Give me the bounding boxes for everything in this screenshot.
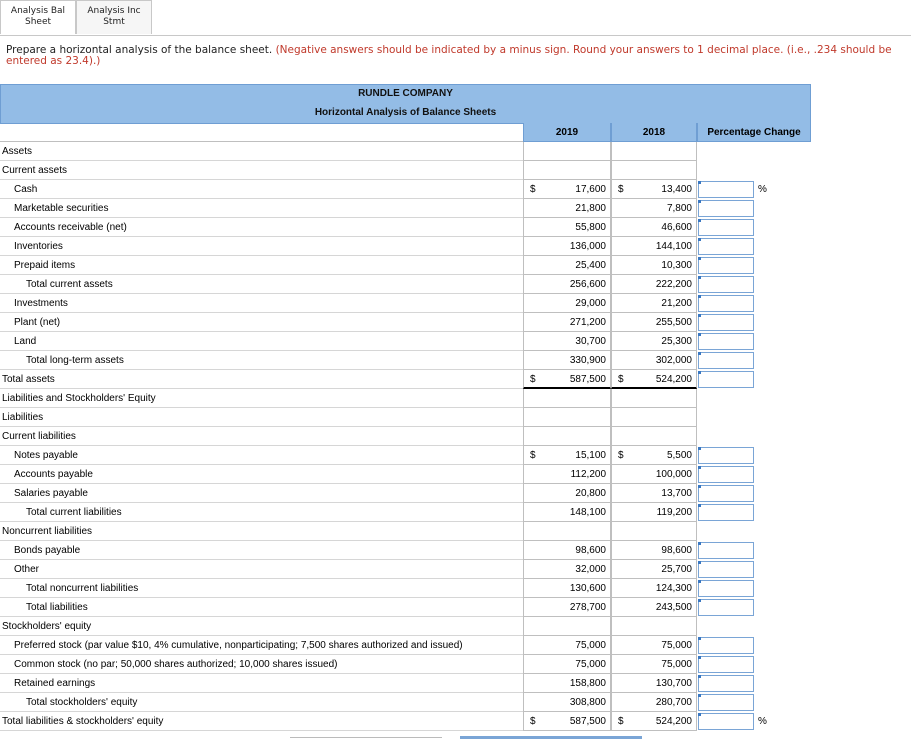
value-2019: 130,600 <box>569 583 606 594</box>
value-2019-cell <box>523 598 611 617</box>
table-row <box>0 294 811 313</box>
value-2018-cell <box>611 351 697 370</box>
value-2018-cell <box>611 389 697 408</box>
percentage-change-input[interactable] <box>698 181 754 198</box>
value-2018: 25,300 <box>661 336 692 347</box>
percentage-change-input[interactable] <box>698 713 754 730</box>
row-label: Retained earnings <box>14 678 96 689</box>
footer-divider <box>290 737 442 738</box>
percentage-change-input[interactable] <box>698 637 754 654</box>
dollar-sign: $ <box>530 716 536 727</box>
value-2019-cell <box>523 332 611 351</box>
value-2018-cell <box>611 199 697 218</box>
row-label: Total current assets <box>26 279 113 290</box>
value-2018-cell <box>611 465 697 484</box>
value-2019-cell <box>523 693 611 712</box>
value-2019-cell <box>523 294 611 313</box>
value-2018: 98,600 <box>661 545 692 556</box>
value-2019-cell <box>523 465 611 484</box>
value-2019-cell <box>523 408 611 427</box>
tab-analysis-inc-stmt[interactable] <box>76 0 152 34</box>
table-row <box>0 636 811 655</box>
table-row <box>0 389 811 408</box>
value-2019: 17,600 <box>575 184 606 195</box>
value-2018-cell <box>611 180 697 199</box>
table-row <box>0 693 811 712</box>
dollar-sign: $ <box>618 716 624 727</box>
value-2018: 144,100 <box>655 241 692 252</box>
value-2018: 75,000 <box>661 659 692 670</box>
table-row <box>0 351 811 370</box>
percentage-change-input[interactable] <box>698 580 754 597</box>
tab-label-line1: Analysis Bal <box>10 6 66 16</box>
header-2019: 2019 <box>523 123 611 142</box>
value-2018-cell <box>611 693 697 712</box>
value-2018-cell <box>611 427 697 446</box>
table-row <box>0 313 811 332</box>
row-label-cell <box>0 427 523 446</box>
value-2018: 524,200 <box>655 374 692 385</box>
value-2018-cell <box>611 522 697 541</box>
value-2019-cell <box>523 446 611 465</box>
value-2018-cell <box>611 655 697 674</box>
row-label-cell <box>0 636 523 655</box>
percentage-change-input[interactable] <box>698 694 754 711</box>
row-label-cell <box>0 218 523 237</box>
instruction-lead: Prepare a horizontal analysis of the balance sheet. <box>6 44 273 56</box>
tab-analysis-bal-sheet[interactable] <box>0 0 76 34</box>
value-2019: 587,500 <box>569 716 606 727</box>
value-2018: 524,200 <box>655 716 692 727</box>
row-label: Stockholders' equity <box>2 621 92 632</box>
value-2019: 20,800 <box>575 488 606 499</box>
value-2019-cell <box>523 712 611 731</box>
value-2019: 55,800 <box>575 222 606 233</box>
value-2019-cell <box>523 313 611 332</box>
value-2019-cell <box>523 636 611 655</box>
value-2018-cell <box>611 484 697 503</box>
row-label: Prepaid items <box>14 260 76 271</box>
value-2019: 21,800 <box>575 203 606 214</box>
percentage-change-input[interactable] <box>698 485 754 502</box>
value-2019: 148,100 <box>569 507 606 518</box>
instructions <box>6 45 911 67</box>
value-2019-cell <box>523 522 611 541</box>
row-label-cell <box>0 465 523 484</box>
tab-label-line2: Stmt <box>103 17 125 27</box>
row-label: Total current liabilities <box>26 507 122 518</box>
percentage-change-input[interactable] <box>698 333 754 350</box>
table-row <box>0 446 811 465</box>
value-2019-cell <box>523 579 611 598</box>
value-2019-cell <box>523 427 611 446</box>
table-row <box>0 332 811 351</box>
dollar-sign: $ <box>530 184 536 195</box>
row-label-cell <box>0 541 523 560</box>
value-2018-cell <box>611 256 697 275</box>
row-label: Inventories <box>14 241 63 252</box>
row-label-cell <box>0 351 523 370</box>
value-2018: 7,800 <box>666 203 692 214</box>
row-label: Liabilities <box>2 412 44 423</box>
value-2019: 25,400 <box>575 260 606 271</box>
value-2018-cell <box>611 446 697 465</box>
table-row <box>0 408 811 427</box>
percentage-change-input[interactable] <box>698 561 754 578</box>
row-label: Assets <box>2 146 33 157</box>
dollar-sign: $ <box>530 450 536 461</box>
value-2019-cell <box>523 541 611 560</box>
row-label-cell <box>0 389 523 408</box>
table-row <box>0 370 811 389</box>
value-2019: 308,800 <box>569 697 606 708</box>
percentage-change-input[interactable] <box>698 656 754 673</box>
value-2019: 271,200 <box>569 317 606 328</box>
value-2018-cell <box>611 275 697 294</box>
row-label: Total stockholders' equity <box>26 697 138 708</box>
row-label: Total noncurrent liabilities <box>26 583 139 594</box>
value-2019-cell <box>523 199 611 218</box>
dollar-sign: $ <box>618 374 624 385</box>
value-2018: 5,500 <box>666 450 692 461</box>
value-2018-cell <box>611 142 697 161</box>
table-row <box>0 503 811 522</box>
value-2019: 112,200 <box>570 469 606 480</box>
row-label: Notes payable <box>14 450 78 461</box>
percentage-change-input[interactable] <box>698 352 754 369</box>
value-2019: 587,500 <box>569 374 606 385</box>
value-2018-cell <box>611 617 697 636</box>
value-2018-cell <box>611 579 697 598</box>
value-2019-cell <box>523 370 611 389</box>
value-2018-cell <box>611 408 697 427</box>
row-label-cell <box>0 180 523 199</box>
percentage-change-input[interactable] <box>698 447 754 464</box>
value-2019-cell <box>523 503 611 522</box>
percent-sign: % <box>758 184 767 195</box>
value-2018-cell <box>611 237 697 256</box>
value-2019: 330,900 <box>569 355 606 366</box>
value-2019-cell <box>523 560 611 579</box>
row-label: Liabilities and Stockholders' Equity <box>2 393 156 404</box>
value-2019: 136,000 <box>569 241 606 252</box>
row-label-cell <box>0 617 523 636</box>
value-2018-cell <box>611 313 697 332</box>
row-label-cell <box>0 294 523 313</box>
value-2018-cell <box>611 674 697 693</box>
value-2019-cell <box>523 351 611 370</box>
value-2019: 75,000 <box>575 659 606 670</box>
table-row <box>0 617 811 636</box>
table-row <box>0 161 811 180</box>
report-title: Horizontal Analysis of Balance Sheets <box>314 107 497 118</box>
value-2018-cell <box>611 560 697 579</box>
value-2018: 13,700 <box>661 488 692 499</box>
row-label-cell <box>0 560 523 579</box>
row-label: Current liabilities <box>2 431 76 442</box>
row-label-cell <box>0 161 523 180</box>
row-label-cell <box>0 484 523 503</box>
row-label-cell <box>0 313 523 332</box>
row-label: Plant (net) <box>14 317 61 328</box>
company-name: RUNDLE COMPANY <box>358 88 453 99</box>
value-2019-cell <box>523 142 611 161</box>
table-row <box>0 674 811 693</box>
table-row <box>0 218 811 237</box>
value-2019-cell <box>523 180 611 199</box>
percentage-change-input[interactable] <box>698 200 754 217</box>
value-2019: 29,000 <box>575 298 606 309</box>
tab-label-line1: Analysis Inc <box>87 6 141 16</box>
row-label-cell <box>0 408 523 427</box>
table-row <box>0 256 811 275</box>
row-label: Total liabilities & stockholders' equity <box>2 716 164 727</box>
dollar-sign: $ <box>618 450 624 461</box>
value-2018-cell <box>611 636 697 655</box>
value-2018: 46,600 <box>661 222 692 233</box>
value-2019-cell <box>523 275 611 294</box>
table-row <box>0 541 811 560</box>
percentage-change-input[interactable] <box>698 466 754 483</box>
value-2018: 119,200 <box>656 507 692 518</box>
row-label-cell <box>0 275 523 294</box>
percentage-change-input[interactable] <box>698 238 754 255</box>
row-label-cell <box>0 332 523 351</box>
value-2018: 243,500 <box>655 602 692 613</box>
value-2018-cell <box>611 598 697 617</box>
value-2018-cell <box>611 503 697 522</box>
dollar-sign: $ <box>530 374 536 385</box>
percentage-change-input[interactable] <box>698 276 754 293</box>
percent-sign: % <box>758 716 767 727</box>
value-2019: 278,700 <box>569 602 606 613</box>
row-label: Noncurrent liabilities <box>2 526 93 537</box>
value-2018-cell <box>611 541 697 560</box>
value-2019: 15,100 <box>575 450 606 461</box>
value-2018: 75,000 <box>661 640 692 651</box>
row-label: Land <box>14 336 37 347</box>
percentage-change-input[interactable] <box>698 314 754 331</box>
value-2019: 30,700 <box>575 336 606 347</box>
table-row <box>0 142 811 161</box>
footer-accent-bar <box>460 736 642 739</box>
value-2019-cell <box>523 484 611 503</box>
row-label: Total assets <box>2 374 55 385</box>
percentage-change-input[interactable] <box>698 371 754 388</box>
row-label-cell <box>0 693 523 712</box>
row-label: Marketable securities <box>14 203 109 214</box>
table-row <box>0 465 811 484</box>
value-2018-cell <box>611 332 697 351</box>
value-2018: 13,400 <box>661 184 692 195</box>
row-label: Total long-term assets <box>26 355 124 366</box>
row-label: Accounts payable <box>14 469 93 480</box>
value-2019-cell <box>523 218 611 237</box>
value-2018: 302,000 <box>655 355 692 366</box>
row-label: Total liabilities <box>26 602 88 613</box>
row-label-cell <box>0 522 523 541</box>
row-label-cell <box>0 579 523 598</box>
table-row <box>0 237 811 256</box>
value-2019-cell <box>523 161 611 180</box>
row-label: Current assets <box>2 165 68 176</box>
row-label-cell <box>0 674 523 693</box>
percentage-change-input[interactable] <box>698 599 754 616</box>
row-label-cell <box>0 256 523 275</box>
value-2019-cell <box>523 256 611 275</box>
label-column-header <box>0 123 523 142</box>
row-label-cell <box>0 142 523 161</box>
row-label-cell <box>0 370 523 389</box>
sheet-tabs <box>0 0 152 36</box>
row-label: Cash <box>14 184 38 195</box>
row-label: Investments <box>14 298 68 309</box>
value-2018-cell <box>611 370 697 389</box>
value-2018: 21,200 <box>661 298 692 309</box>
instruction-note: (Negative answers should be indicated by a minus sign. Round your answers to 1 decimal place. (i.e., .234 should be entered as 23.4).) <box>6 44 892 67</box>
percentage-change-input[interactable] <box>698 219 754 236</box>
value-2018: 124,300 <box>655 583 692 594</box>
header-2018: 2018 <box>611 123 697 142</box>
row-label-cell <box>0 655 523 674</box>
value-2018-cell <box>611 218 697 237</box>
value-2019: 256,600 <box>569 279 606 290</box>
table-row <box>0 560 811 579</box>
row-label: Accounts receivable (net) <box>14 222 127 233</box>
table-row <box>0 180 811 199</box>
value-2018: 222,200 <box>655 279 692 290</box>
row-label-cell <box>0 712 523 731</box>
column-header-row <box>0 123 811 142</box>
dollar-sign: $ <box>618 184 624 195</box>
value-2019: 98,600 <box>575 545 606 556</box>
value-2018: 130,700 <box>655 678 692 689</box>
table-row <box>0 522 811 541</box>
row-label-cell <box>0 237 523 256</box>
value-2019-cell <box>523 674 611 693</box>
percentage-change-input[interactable] <box>698 542 754 559</box>
value-2019-cell <box>523 655 611 674</box>
row-label-cell <box>0 199 523 218</box>
table-row <box>0 275 811 294</box>
value-2019-cell <box>523 617 611 636</box>
percentage-change-input[interactable] <box>698 675 754 692</box>
header-percentage-change: Percentage Change <box>697 123 811 142</box>
value-2018-cell <box>611 712 697 731</box>
value-2019: 32,000 <box>575 564 606 575</box>
table-row <box>0 712 811 731</box>
value-2018: 280,700 <box>655 697 692 708</box>
value-2019-cell <box>523 389 611 408</box>
row-label: Other <box>14 564 40 575</box>
row-label: Preferred stock (par value $10, 4% cumulative, nonparticipating; 7,500 shares authorized and issued) <box>14 640 463 651</box>
tab-divider <box>0 35 911 36</box>
row-label: Bonds payable <box>14 545 81 556</box>
row-label-cell <box>0 598 523 617</box>
row-label-cell <box>0 503 523 522</box>
value-2018: 100,000 <box>655 469 692 480</box>
row-label: Salaries payable <box>14 488 88 499</box>
tab-label-line2: Sheet <box>24 17 52 27</box>
value-2018: 25,700 <box>661 564 692 575</box>
table-row <box>0 598 811 617</box>
percentage-change-input[interactable] <box>698 504 754 521</box>
value-2018: 10,300 <box>661 260 692 271</box>
value-2019-cell <box>523 237 611 256</box>
percentage-change-input[interactable] <box>698 295 754 312</box>
value-2018: 255,500 <box>655 317 692 328</box>
value-2018-cell <box>611 294 697 313</box>
row-label-cell <box>0 446 523 465</box>
table-row <box>0 579 811 598</box>
table-row <box>0 655 811 674</box>
report-header <box>0 84 811 124</box>
table-row <box>0 484 811 503</box>
table-row <box>0 199 811 218</box>
value-2019: 75,000 <box>575 640 606 651</box>
value-2018-cell <box>611 161 697 180</box>
value-2019: 158,800 <box>569 678 606 689</box>
row-label: Common stock (no par; 50,000 shares authorized; 10,000 shares issued) <box>14 659 338 670</box>
percentage-change-input[interactable] <box>698 257 754 274</box>
table-row <box>0 427 811 446</box>
